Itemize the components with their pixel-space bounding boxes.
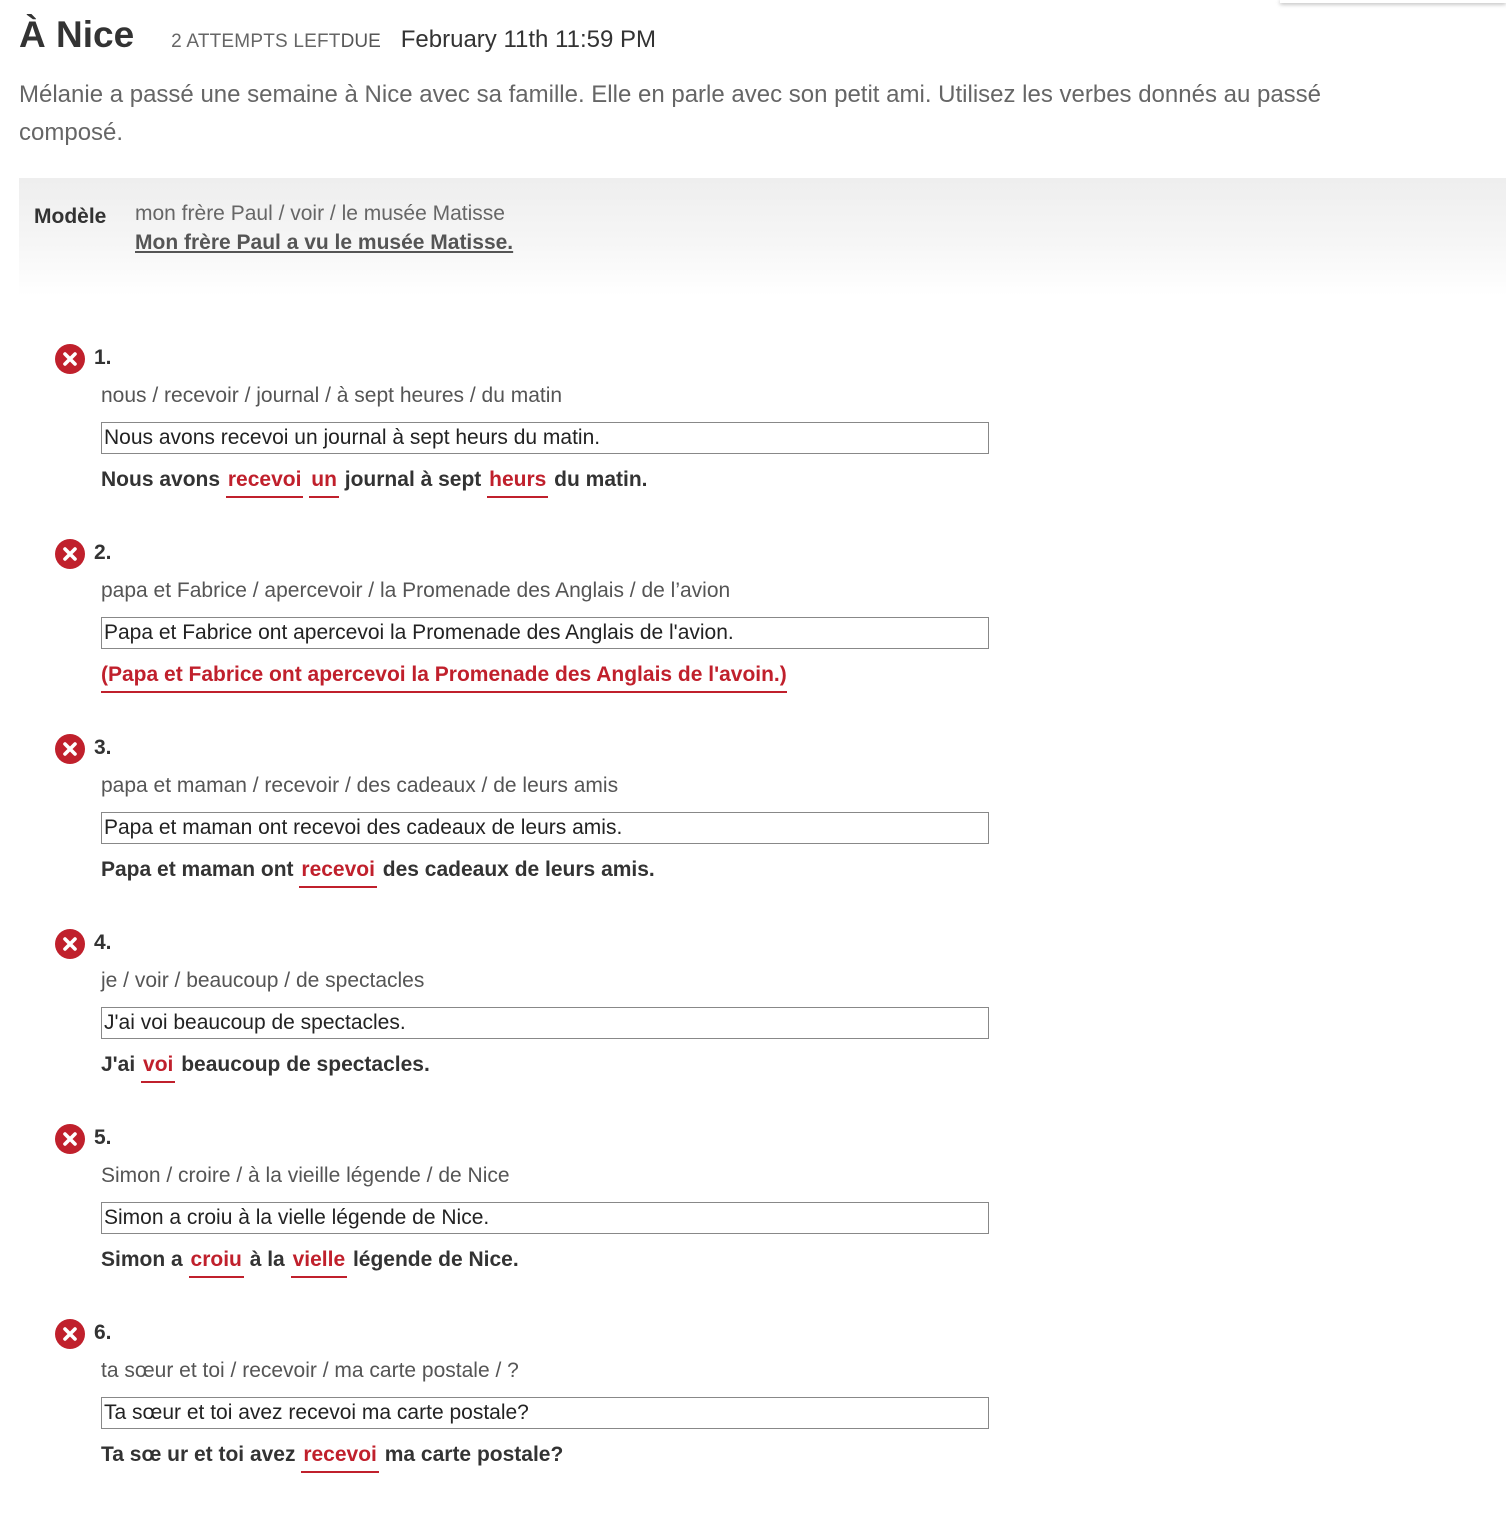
model-answer: Mon frère Paul a vu le musée Matisse. (135, 231, 514, 254)
question-item (55, 344, 1055, 514)
incorrect-x-icon (55, 539, 85, 569)
answer-feedback (101, 663, 787, 687)
answer-input[interactable] (101, 422, 989, 454)
question-item (55, 1319, 1055, 1489)
model-example (19, 178, 1506, 296)
question-number: 5. (94, 1126, 112, 1149)
feedback-text: Papa et maman ont (101, 858, 300, 881)
feedback-text: journal à sept (338, 468, 488, 491)
instructions: Mélanie a passé une semaine à Nice avec sa famille. Elle en parle avec son petit ami. Utilisez les verbes donnés au passé composé. (19, 81, 1322, 146)
error-highlight: heurs (487, 468, 548, 498)
feedback-text: Nous avons (101, 468, 226, 491)
incorrect-x-icon (55, 1319, 85, 1349)
feedback-text: ma carte postale? (378, 1443, 564, 1466)
attempts-left-label: 2 ATTEMPTS LEFT (171, 31, 341, 52)
question-prompt: papa et Fabrice / apercevoir / la Promenade des Anglais / de l’avion (101, 579, 731, 602)
answer-feedback (101, 1053, 430, 1077)
incorrect-x-icon (55, 1124, 85, 1154)
error-highlight: voi (141, 1053, 175, 1083)
question-number: 1. (94, 346, 112, 369)
question-prompt: nous / recevoir / journal / à sept heures / du matin (101, 384, 563, 407)
answer-feedback (101, 468, 648, 492)
model-prompt: mon frère Paul / voir / le musée Matisse (135, 202, 505, 225)
incorrect-x-icon (55, 929, 85, 959)
question-number: 4. (94, 931, 112, 954)
due-date: February 11th 11:59 PM (400, 26, 656, 53)
feedback-text: à la (243, 1248, 291, 1271)
feedback-text: du matin. (548, 468, 648, 491)
feedback-text: des cadeaux de leurs amis. (376, 858, 655, 881)
error-highlight: vielle (291, 1248, 348, 1278)
question-number: 3. (94, 736, 112, 759)
incorrect-x-icon (55, 734, 85, 764)
assignment-header (19, 14, 656, 58)
answer-feedback (101, 1248, 519, 1272)
question-prompt: Simon / croire / à la vieille légende / de Nice (101, 1164, 510, 1187)
feedback-text: légende de Nice. (347, 1248, 519, 1271)
answer-feedback (101, 1443, 563, 1467)
question-number: 6. (94, 1321, 112, 1344)
window-edge-shadow (1280, 0, 1506, 3)
question-prompt: ta sœur et toi / recevoir / ma carte postale / ? (101, 1359, 519, 1382)
question-prompt: je / voir / beaucoup / de spectacles (101, 969, 425, 992)
incorrect-x-icon (55, 344, 85, 374)
model-label: Modèle (34, 205, 107, 228)
error-highlight: un (309, 468, 339, 498)
error-highlight: (Papa et Fabrice ont apercevoi la Promenade des Anglais de l'avoin.) (101, 663, 787, 693)
page-title: À Nice (19, 14, 135, 55)
error-highlight: recevoi (226, 468, 304, 498)
question-item (55, 734, 1055, 904)
feedback-text: Ta sœ ur et toi avez (101, 1443, 302, 1466)
answer-input[interactable] (101, 1007, 989, 1039)
feedback-text: Simon a (101, 1248, 189, 1271)
error-highlight: croiu (189, 1248, 244, 1278)
due-label: DUE (340, 31, 381, 52)
question-item (55, 1124, 1055, 1294)
question-number: 2. (94, 541, 112, 564)
answer-input[interactable] (101, 1397, 989, 1429)
question-prompt: papa et maman / recevoir / des cadeaux / de leurs amis (101, 774, 619, 797)
error-highlight: recevoi (299, 858, 377, 888)
error-highlight: recevoi (301, 1443, 379, 1473)
feedback-text: beaucoup de spectacles. (175, 1053, 430, 1076)
question-item (55, 539, 1055, 709)
answer-input[interactable] (101, 617, 989, 649)
answer-input[interactable] (101, 812, 989, 844)
answer-input[interactable] (101, 1202, 989, 1234)
feedback-text: J'ai (101, 1053, 142, 1076)
question-item (55, 929, 1055, 1099)
answer-feedback (101, 858, 655, 882)
